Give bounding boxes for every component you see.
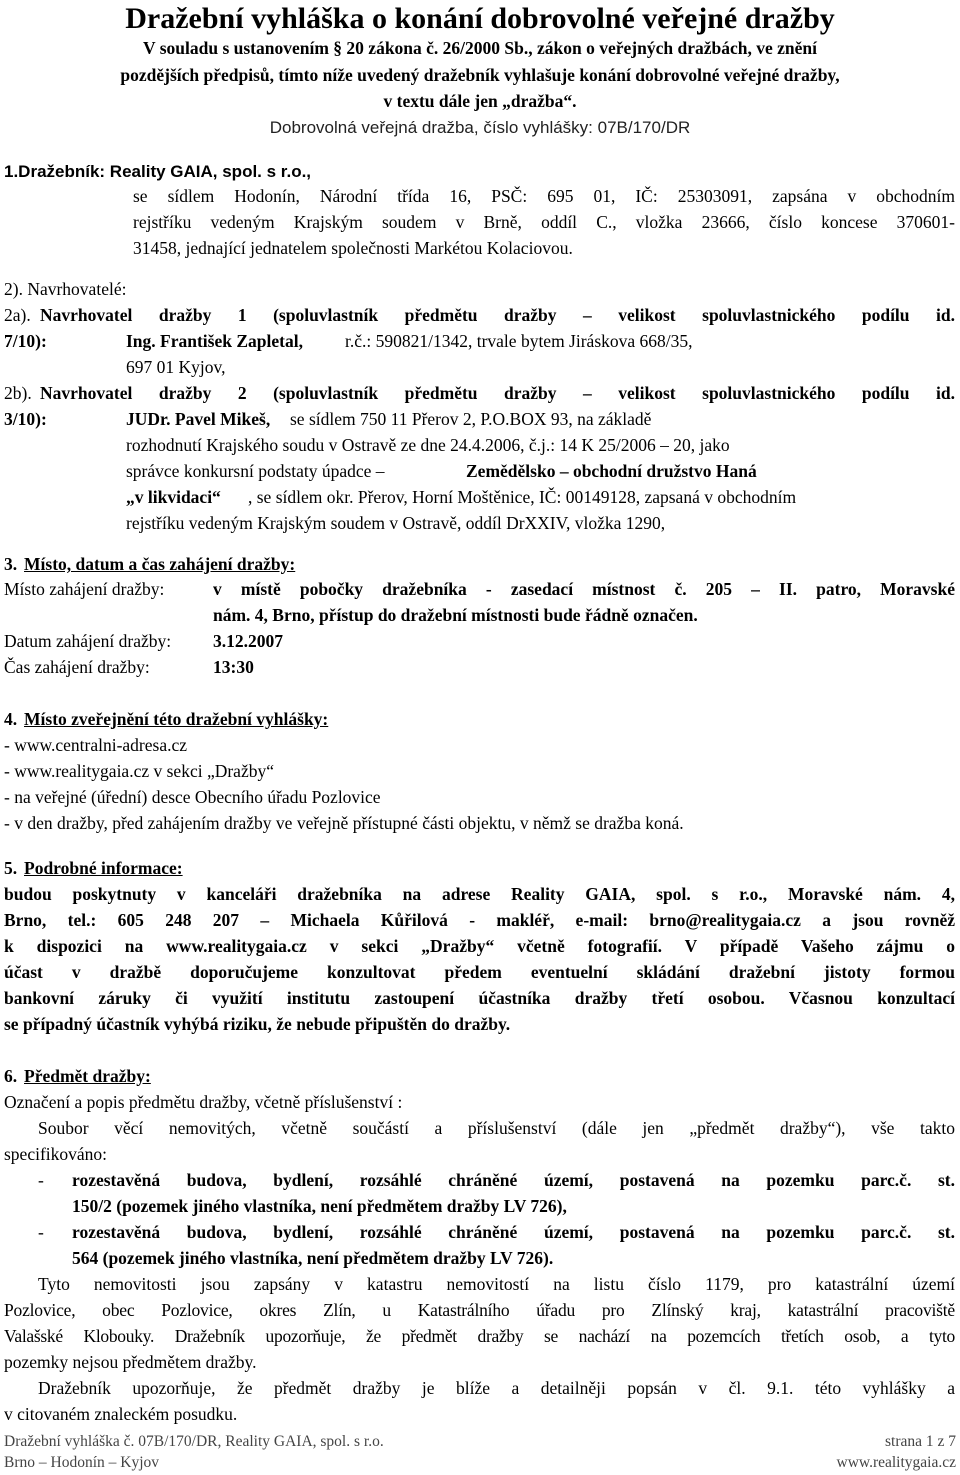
proposer-1-detail: r.č.: 590821/1342, trvale bytem Jiráskova 668/35, (345, 331, 693, 351)
item-1-dash: - (38, 1170, 44, 1190)
subject-item-2-line-1: rozestavěná budova, bydlení, rozsáhlé chráněné území, postavená na pozemku parc.č. st. (72, 1222, 955, 1242)
footer-page-number: strana 1 z 7 (884, 1433, 956, 1450)
proposer-1-address: 697 01 Kyjov, (126, 357, 226, 377)
date-value: 3.12.2007 (213, 631, 283, 651)
info-line-1: budou poskytnuty v kanceláři dražebníka na adrese Reality GAIA, spol. s r.o., Moravské nám. 4, (4, 884, 955, 904)
proposer-2-title: Navrhovatel dražby 2 (spoluvlastník předmětu dražby – velikost spoluvlastnického podílu id. (40, 383, 955, 403)
subject-intro: Označení a popis předmětu dražby, včetně příslušenství : (4, 1092, 403, 1112)
proposer-1-name: Ing. František Zapletal, (126, 331, 303, 351)
proposer-2-name: JUDr. Pavel Mikeš, (126, 409, 271, 429)
info-line-3: k dispozici na www.realitygaia.cz v sekci „Dražby“ včetně fotografií. V případě Vašeho zájmu o (4, 936, 955, 956)
proposer-2-share: 3/10): (4, 409, 47, 429)
item-2-dash: - (38, 1222, 44, 1242)
section-4-number: 4. (4, 709, 18, 729)
section-3-number: 3. (4, 554, 18, 574)
auctioneer-line-2: rejstříku vedeným Krajským soudem v Brně, oddíl C., vložka 23666, číslo koncese 370601- (133, 212, 955, 232)
subject-para-3-line-1: Dražebník upozorňuje, že předmět dražby je blíže a detailněji popsán v čl. 9.1. této vyhlášky a (38, 1378, 955, 1398)
subject-para-1-line-2: specifikováno: (4, 1144, 108, 1164)
proposer-2-line-4: , se sídlem okr. Přerov, Horní Moštěnice, IČ: 00149128, zapsaná v obchodním (248, 487, 797, 507)
subject-item-1-line-2: 150/2 (pozemek jiného vlastníka, není předmětem dražby LV 726), (72, 1196, 567, 1216)
place-value: v místě pobočky dražebníka - zasedací místnost č. 205 – II. patro, Moravské (213, 579, 955, 599)
section-6-number: 6. (4, 1066, 18, 1086)
subject-para-2-line-1: Tyto nemovitosti jsou zapsány v katastru nemovitostí na listu číslo 1179, pro katastrální území (38, 1274, 955, 1294)
section-6-heading: Předmět dražby: (24, 1066, 151, 1086)
place-value-2: nám. 4, Brno, přístup do dražební místnosti bude řádně označen. (213, 605, 698, 625)
publication-item-2: - www.realitygaia.cz v sekci „Dražby“ (4, 761, 274, 781)
proposer-2-prefix: 2b). (4, 383, 32, 403)
info-line-6: se případný účastník vyhýbá riziku, že nebude připuštěn do dražby. (4, 1014, 511, 1034)
subject-item-2-line-2: 564 (pozemek jiného vlastníka, není předmětem dražby LV 726). (72, 1248, 554, 1268)
intro-line-1: V souladu s ustanovením § 20 zákona č. 26/2000 Sb., zákon o veřejných dražbách, ve znění (143, 38, 817, 58)
info-line-2: Brno, tel.: 605 248 207 – Michaela Kůřilová - makléř, e-mail: brno@realitygaia.cz a jsou rovněž (4, 910, 955, 930)
subject-para-2-line-4: pozemky nejsou předmětem dražby. (4, 1352, 257, 1372)
date-label: Datum zahájení dražby: (4, 631, 172, 651)
place-label: Místo zahájení dražby: (4, 579, 165, 599)
time-label: Čas zahájení dražby: (4, 657, 150, 677)
proposer-2-line-2: rozhodnutí Krajského soudu v Ostravě ze dne 24.4.2006, č.j.: 14 K 25/2006 – 20, jako (126, 435, 730, 455)
section-1-heading: 1.Dražebník: Reality GAIA, spol. s r.o., (4, 162, 312, 181)
section-2-heading: 2). Navrhovatelé: (4, 279, 127, 299)
auctioneer-line-3: 31458, jednající jednatelem společnosti Markétou Kolaciovou. (133, 238, 573, 258)
proposer-1-title: Navrhovatel dražby 1 (spoluvlastník předmětu dražby – velikost spoluvlastnického podílu id. (40, 305, 955, 325)
auction-number: Dobrovolná veřejná dražba, číslo vyhlášky: 07B/170/DR (269, 118, 691, 137)
subject-para-2-line-3: Valašské Klobouky. Dražebník upozorňuje, že předmět dražby se nachází na pozemcích třetích osob, a tyto (4, 1326, 955, 1346)
proposer-2-debtor: Zemědělsko – obchodní družstvo Haná (466, 461, 757, 481)
publication-item-1: - www.centralni-adresa.cz (4, 735, 187, 755)
section-5-heading: Podrobné informace: (24, 858, 183, 878)
auctioneer-line-1: se sídlem Hodonín, Národní třída 16, PSČ: 695 01, IČ: 25303091, zapsána v obchodním (133, 186, 955, 206)
publication-item-3: - na veřejné (úřední) desce Obecního úřadu Pozlovice (4, 787, 381, 807)
subject-item-1-line-1: rozestavěná budova, bydlení, rozsáhlé chráněné území, postavená na pozemku parc.č. st. (72, 1170, 955, 1190)
publication-item-4: - v den dražby, před zahájením dražby ve veřejně přístupné části objektu, v němž se dražba koná. (4, 813, 684, 833)
proposer-2-liquidation: „v likvidaci“ (126, 487, 221, 507)
proposer-2-line-5: rejstříku vedeným Krajským soudem v Ostravě, oddíl DrXXIV, vložka 1290, (126, 513, 666, 533)
footer-left-1: Dražební vyhláška č. 07B/170/DR, Reality GAIA, spol. s r.o. (4, 1433, 384, 1450)
footer-website: www.realitygaia.cz (836, 1454, 956, 1471)
intro-line-2: pozdějších předpisů, tímto níže uvedený dražebník vyhlašuje konání dobrovolné veřejné dražby, (120, 65, 840, 85)
intro-line-3: v textu dále jen „dražba“. (383, 91, 577, 111)
time-value: 13:30 (213, 657, 254, 677)
document-title: Dražební vyhláška o konání dobrovolné veřejné dražby (125, 2, 835, 35)
proposer-2-seat: se sídlem 750 11 Přerov 2, P.O.BOX 93, na základě (290, 409, 652, 429)
info-line-5: bankovní záruky či využití institutu zastoupení účastníka dražby třetí osobou. Včasnou konzultací (4, 988, 955, 1008)
proposer-2-line-3a: správce konkursní podstaty úpadce – (126, 461, 385, 481)
section-4-heading: Místo zveřejnění této dražební vyhlášky: (24, 709, 329, 729)
footer-left-2: Brno – Hodonín – Kyjov (4, 1454, 159, 1471)
proposer-1-share: 7/10): (4, 331, 47, 351)
info-line-4: účast v dražbě doporučujeme konzultovat předem eventuelní skládání dražební jistoty formou (4, 962, 955, 982)
section-5-number: 5. (4, 858, 18, 878)
subject-para-2-line-2: Pozlovice, obec Pozlovice, okres Zlín, u Katastrálního úřadu pro Zlínský kraj, katastrální pracoviště (4, 1300, 955, 1320)
subject-para-3-line-2: v citovaném znaleckém posudku. (4, 1404, 238, 1424)
section-3-heading: Místo, datum a čas zahájení dražby: (24, 554, 296, 574)
proposer-1-prefix: 2a). (4, 305, 31, 325)
subject-para-1-line-1: Soubor věcí nemovitých, včetně součástí a příslušenství (dále jen „předmět dražby“), vše takto (38, 1118, 955, 1138)
